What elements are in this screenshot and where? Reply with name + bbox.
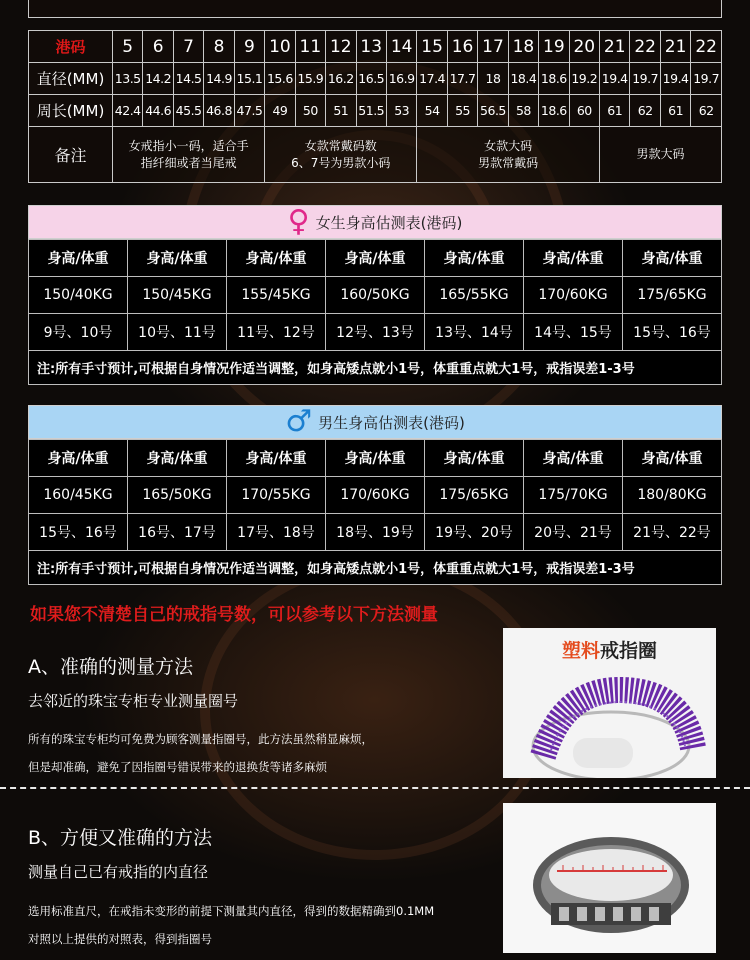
size-cell: 7: [173, 31, 203, 63]
header-cell: 身高/体重: [326, 440, 425, 477]
method-b-line-1: 选用标准直尺，在戒指未变形的前提下测量其内直径，得到的数据精确到0.1MM: [28, 904, 435, 918]
circumference-cell: 58: [508, 95, 538, 127]
hw-cell: 170/60KG: [524, 277, 623, 314]
female-estimate-table: [28, 205, 722, 385]
header-cell: 身高/体重: [623, 440, 722, 477]
remark-label: 备注: [29, 127, 113, 183]
diameter-cell: 14.2: [143, 63, 173, 95]
size-cell: 13号、14号: [425, 314, 524, 351]
hw-cell: 150/45KG: [128, 277, 227, 314]
diameter-label: 直径(MM): [29, 63, 113, 95]
size-cell: 12号、13号: [326, 314, 425, 351]
circumference-cell: 54: [417, 95, 447, 127]
header-cell: 身高/体重: [425, 440, 524, 477]
diameter-cell: 14.9: [204, 63, 234, 95]
header-cell: 身高/体重: [326, 240, 425, 277]
male-symbol-icon: ♂: [285, 404, 313, 439]
size-row: [29, 514, 722, 551]
female-symbol-icon: ♀: [287, 204, 310, 239]
diameter-cell: 18.4: [508, 63, 538, 95]
section-divider: [0, 787, 750, 789]
header-cell: 身高/体重: [227, 440, 326, 477]
circumference-cell: 49: [265, 95, 295, 127]
diameter-cell: 17.4: [417, 63, 447, 95]
diameter-cell: 14.5: [173, 63, 203, 95]
hw-cell: 170/60KG: [326, 477, 425, 514]
male-table-title-bar: [28, 405, 722, 439]
diameter-cell: 16.9: [386, 63, 416, 95]
diameter-cell: 18: [478, 63, 508, 95]
size-cell: 13: [356, 31, 386, 63]
header-row: [29, 440, 722, 477]
header-cell: 身高/体重: [524, 240, 623, 277]
hw-cell: 165/55KG: [425, 277, 524, 314]
circumference-cell: 61: [660, 95, 690, 127]
size-cell: 17: [478, 31, 508, 63]
remark-cell: 女款大码 男款常戴码: [417, 127, 600, 183]
male-table-title: 男生身高估测表(港码): [318, 413, 465, 432]
male-note: 注:所有手寸预计,可根据自身情况作适当调整，如身高矮点就小1号，体重重点就大1号，戒指误差1-3号: [29, 551, 722, 585]
circumference-cell: 46.8: [204, 95, 234, 127]
header-cell: 身高/体重: [524, 440, 623, 477]
circumference-cell: 53: [386, 95, 416, 127]
size-cell: 14: [386, 31, 416, 63]
circumference-cell: 18.6: [539, 95, 569, 127]
hw-cell: 175/65KG: [623, 277, 722, 314]
circumference-cell: 62: [630, 95, 660, 127]
size-cell: 12: [326, 31, 356, 63]
size-cell: 21号、22号: [623, 514, 722, 551]
male-table-grid: [28, 439, 722, 585]
circumference-cell: 51: [326, 95, 356, 127]
size-cell: 10号、11号: [128, 314, 227, 351]
ring-measure-photo: [503, 803, 716, 953]
hw-cell: 170/55KG: [227, 477, 326, 514]
size-cell: 15号、16号: [623, 314, 722, 351]
remark-cell: 男款大码: [600, 127, 722, 183]
size-row: [29, 31, 722, 63]
circumference-cell: 45.5: [173, 95, 203, 127]
diameter-cell: 19.7: [691, 63, 722, 95]
header-cell: 身高/体重: [227, 240, 326, 277]
size-cell: 15号、16号: [29, 514, 128, 551]
hw-cell: 155/45KG: [227, 277, 326, 314]
size-cell: 15: [417, 31, 447, 63]
size-cell: 9: [234, 31, 264, 63]
hw-cell: 165/50KG: [128, 477, 227, 514]
diameter-cell: 13.5: [113, 63, 143, 95]
header-cell: 身高/体重: [623, 240, 722, 277]
remark-cell: 女款常戴码数 6、7号为男款小码: [265, 127, 417, 183]
ring-sizer-photo: [503, 628, 716, 778]
height-weight-row: [29, 477, 722, 514]
size-cell: 16号、17号: [128, 514, 227, 551]
diameter-cell: 19.2: [569, 63, 599, 95]
size-header-label: 港码: [29, 31, 113, 63]
size-cell: 19: [539, 31, 569, 63]
top-cropped-strip: [28, 0, 722, 18]
size-cell: 9号、10号: [29, 314, 128, 351]
circumference-cell: 42.4: [113, 95, 143, 127]
size-cell: 17号、18号: [227, 514, 326, 551]
size-cell: 6: [143, 31, 173, 63]
measurement-notice: 如果您不清楚自己的戒指号数，可以参考以下方法测量: [30, 605, 438, 625]
header-cell: 身高/体重: [128, 240, 227, 277]
diameter-row: [29, 63, 722, 95]
size-cell: 14号、15号: [524, 314, 623, 351]
circumference-cell: 47.5: [234, 95, 264, 127]
size-cell: 22: [691, 31, 722, 63]
ring-size-table: [28, 30, 722, 183]
size-cell: 18号、19号: [326, 514, 425, 551]
header-cell: 身高/体重: [425, 240, 524, 277]
caption-red-part: 塑料: [561, 640, 600, 662]
size-cell: 10: [265, 31, 295, 63]
female-note: 注:所有手寸预计,可根据自身情况作适当调整，如身高矮点就小1号，体重重点就大1号，戒指误差1-3号: [29, 351, 722, 385]
size-row: [29, 314, 722, 351]
diameter-cell: 15.9: [295, 63, 325, 95]
height-weight-row: [29, 277, 722, 314]
method-b-subtitle: 测量自己已有戒指的内直径: [28, 863, 209, 881]
circumference-cell: 50: [295, 95, 325, 127]
hw-cell: 175/65KG: [425, 477, 524, 514]
diameter-cell: 19.4: [600, 63, 630, 95]
female-table-title: 女生身高估测表(港码): [315, 213, 463, 232]
circumference-row: [29, 95, 722, 127]
size-cell: 21: [600, 31, 630, 63]
diameter-cell: 19.4: [660, 63, 690, 95]
diameter-cell: 16.2: [326, 63, 356, 95]
size-cell: 16: [447, 31, 477, 63]
diameter-cell: 17.7: [447, 63, 477, 95]
method-a-subtitle: 去邻近的珠宝专柜专业测量圈号: [28, 692, 239, 710]
diameter-cell: 18.6: [539, 63, 569, 95]
method-a-title: A、准确的测量方法: [28, 656, 193, 678]
circumference-cell: 56.5: [478, 95, 508, 127]
diameter-cell: 19.7: [630, 63, 660, 95]
diameter-cell: 15.6: [265, 63, 295, 95]
circumference-cell: 61: [600, 95, 630, 127]
ring-sizer-coil-icon: [503, 628, 716, 778]
method-a-line-2: 但是却准确，避免了因指圈号错误带来的退换货等诸多麻烦: [28, 760, 327, 774]
hw-cell: 175/70KG: [524, 477, 623, 514]
female-table-title-bar: [28, 205, 722, 239]
size-cell: 20: [569, 31, 599, 63]
caption-black-part: 戒指圈: [600, 640, 658, 662]
size-cell: 19号、20号: [425, 514, 524, 551]
size-cell: 11号、12号: [227, 314, 326, 351]
diameter-cell: 15.1: [234, 63, 264, 95]
header-row: [29, 240, 722, 277]
method-b-line-2: 对照以上提供的对照表，得到指圈号: [28, 932, 212, 946]
size-cell: 11: [295, 31, 325, 63]
ring-ruler-icon: [503, 803, 716, 953]
diameter-cell: 16.5: [356, 63, 386, 95]
hw-cell: 150/40KG: [29, 277, 128, 314]
female-table-grid: [28, 239, 722, 385]
header-cell: 身高/体重: [29, 240, 128, 277]
method-a-line-1: 所有的珠宝专柜均可免费为顾客测量指圈号，此方法虽然稍显麻烦，: [28, 732, 373, 746]
size-cell: 5: [113, 31, 143, 63]
circumference-cell: 55: [447, 95, 477, 127]
size-cell: 22: [630, 31, 660, 63]
hw-cell: 160/45KG: [29, 477, 128, 514]
method-b-title: B、方便又准确的方法: [28, 827, 213, 849]
circumference-cell: 60: [569, 95, 599, 127]
size-cell: 21: [660, 31, 690, 63]
remark-cell: 女戒指小一码，适合手 指纤细或者当尾戒: [113, 127, 265, 183]
note-row: [29, 551, 722, 585]
header-cell: 身高/体重: [128, 440, 227, 477]
size-cell: 8: [204, 31, 234, 63]
hw-cell: 160/50KG: [326, 277, 425, 314]
note-row: [29, 351, 722, 385]
male-estimate-table: [28, 405, 722, 585]
size-cell: 18: [508, 31, 538, 63]
hw-cell: 180/80KG: [623, 477, 722, 514]
remark-row: [29, 127, 722, 183]
size-cell: 20号、21号: [524, 514, 623, 551]
circumference-cell: 44.6: [143, 95, 173, 127]
header-cell: 身高/体重: [29, 440, 128, 477]
circumference-label: 周长(MM): [29, 95, 113, 127]
circumference-cell: 51.5: [356, 95, 386, 127]
circumference-cell: 62: [691, 95, 722, 127]
